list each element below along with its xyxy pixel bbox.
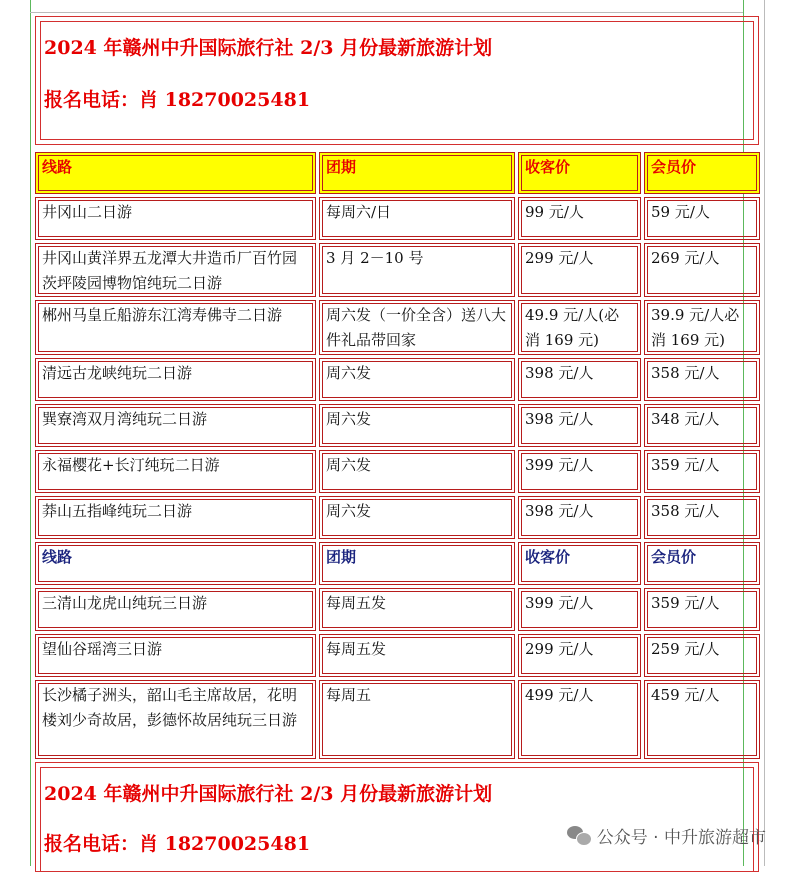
cell-text: 三清山龙虎山纯玩三日游 — [42, 594, 208, 612]
cell-text: 259 元/人 — [651, 640, 720, 658]
cell-text: 359 元/人 — [651, 594, 720, 612]
header-text: 团期 — [326, 158, 357, 176]
cell-schedule — [319, 634, 515, 677]
cell-schedule — [319, 450, 515, 493]
header-text: 收客价 — [525, 158, 571, 176]
cell-text: 99 元/人 — [525, 203, 584, 221]
cell-text: 49.9 元/人(必消 169 元) — [525, 306, 620, 349]
header-cell-schedule — [319, 542, 515, 585]
cell-text: 399 元/人 — [525, 594, 594, 612]
header-cell-member-price — [644, 542, 760, 585]
cell-text: 59 元/人 — [651, 203, 710, 221]
cell-schedule — [319, 300, 515, 355]
cell-schedule — [319, 404, 515, 447]
cell-text: 398 元/人 — [525, 502, 594, 520]
cell-route — [35, 450, 316, 493]
cell-price — [518, 404, 641, 447]
header-cell-route — [35, 542, 316, 585]
cell-schedule — [319, 197, 515, 240]
cell-schedule — [319, 588, 515, 631]
cell-route — [35, 634, 316, 677]
cell-text: 清远古龙峡纯玩二日游 — [42, 364, 193, 382]
cell-route — [35, 680, 316, 759]
cell-text: 3 月 2－10 号 — [326, 249, 424, 267]
page-margin-guide — [30, 0, 31, 866]
cell-text: 莽山五指峰纯玩二日游 — [42, 502, 193, 520]
cell-text: 每周六/日 — [326, 203, 392, 221]
cell-schedule — [319, 496, 515, 539]
header-text: 线路 — [42, 158, 73, 176]
page-margin-guide — [764, 0, 765, 866]
cell-member-price — [644, 243, 760, 297]
header-cell-route — [35, 152, 316, 194]
cell-route — [35, 300, 316, 355]
cell-route — [35, 496, 316, 539]
cell-route — [35, 243, 316, 297]
cell-text: 周六发（一价全含）送八大件礼品带回家 — [326, 306, 507, 349]
cell-price — [518, 450, 641, 493]
page-margin-guide — [30, 12, 743, 13]
cell-price — [518, 588, 641, 631]
cell-text: 348 元/人 — [651, 410, 720, 428]
cell-text: 每周五 — [326, 686, 372, 704]
cell-text: 358 元/人 — [651, 364, 720, 382]
cell-member-price — [644, 404, 760, 447]
cell-text: 周六发 — [326, 502, 372, 520]
cell-text: 499 元/人 — [525, 686, 594, 704]
cell-text: 井冈山二日游 — [42, 203, 133, 221]
footer-phone: 报名电话：肖 18270025481 — [44, 833, 311, 855]
cell-text: 周六发 — [326, 410, 372, 428]
cell-text: 399 元/人 — [525, 456, 594, 474]
cell-text: 459 元/人 — [651, 686, 720, 704]
cell-text: 井冈山黄洋界五龙潭大井造币厂百竹园茨坪陵园博物馆纯玩二日游 — [42, 249, 298, 292]
document-title: 2024 年赣州中升国际旅行社 2/3 月份最新旅游计划 — [44, 37, 493, 59]
cell-member-price — [644, 634, 760, 677]
cell-route — [35, 404, 316, 447]
cell-member-price — [644, 300, 760, 355]
header-cell-price — [518, 542, 641, 585]
cell-price — [518, 680, 641, 759]
cell-text: 永福樱花+长汀纯玩二日游 — [42, 456, 220, 474]
footer-box — [35, 762, 759, 872]
cell-schedule — [319, 358, 515, 401]
cell-text: 398 元/人 — [525, 410, 594, 428]
cell-member-price — [644, 197, 760, 240]
cell-text: 周六发 — [326, 456, 372, 474]
header-cell-schedule — [319, 152, 515, 194]
cell-route — [35, 358, 316, 401]
header-text: 团期 — [326, 548, 357, 566]
watermark-text: 公众号 · 中升旅游超市 — [596, 828, 766, 848]
cell-route — [35, 197, 316, 240]
header-text: 会员价 — [651, 158, 697, 176]
cell-price — [518, 197, 641, 240]
cell-text: 望仙谷瑶湾三日游 — [42, 640, 163, 658]
cell-text: 巽寮湾双月湾纯玩二日游 — [42, 410, 208, 428]
footer-title: 2024 年赣州中升国际旅行社 2/3 月份最新旅游计划 — [44, 783, 493, 805]
cell-text: 每周五发 — [326, 594, 387, 612]
cell-member-price — [644, 588, 760, 631]
wechat-icon — [567, 826, 591, 846]
cell-text: 299 元/人 — [525, 249, 594, 267]
cell-schedule — [319, 243, 515, 297]
cell-schedule — [319, 680, 515, 759]
signup-phone: 报名电话：肖 18270025481 — [44, 89, 311, 111]
cell-text: 299 元/人 — [525, 640, 594, 658]
header-text: 线路 — [42, 548, 73, 566]
cell-price — [518, 243, 641, 297]
header-cell-price — [518, 152, 641, 194]
cell-price — [518, 300, 641, 355]
header-cell-member-price — [644, 152, 760, 194]
cell-text: 398 元/人 — [525, 364, 594, 382]
cell-text: 周六发 — [326, 364, 372, 382]
cell-text: 359 元/人 — [651, 456, 720, 474]
header-text: 收客价 — [525, 548, 571, 566]
cell-text: 郴州马皇丘船游东江湾寿佛寺二日游 — [42, 306, 283, 324]
cell-price — [518, 634, 641, 677]
cell-route — [35, 588, 316, 631]
cell-price — [518, 496, 641, 539]
cell-member-price — [644, 496, 760, 539]
cell-text: 269 元/人 — [651, 249, 720, 267]
cell-text: 358 元/人 — [651, 502, 720, 520]
header-text: 会员价 — [651, 548, 697, 566]
cell-member-price — [644, 680, 760, 759]
watermark — [567, 823, 766, 848]
cell-text: 长沙橘子洲头，韶山毛主席故居，花明楼刘少奇故居，彭德怀故居纯玩三日游 — [42, 686, 298, 729]
cell-text: 每周五发 — [326, 640, 387, 658]
header-box — [35, 16, 759, 145]
cell-price — [518, 358, 641, 401]
cell-member-price — [644, 358, 760, 401]
cell-text: 39.9 元/人必消 169 元) — [651, 306, 740, 349]
cell-member-price — [644, 450, 760, 493]
